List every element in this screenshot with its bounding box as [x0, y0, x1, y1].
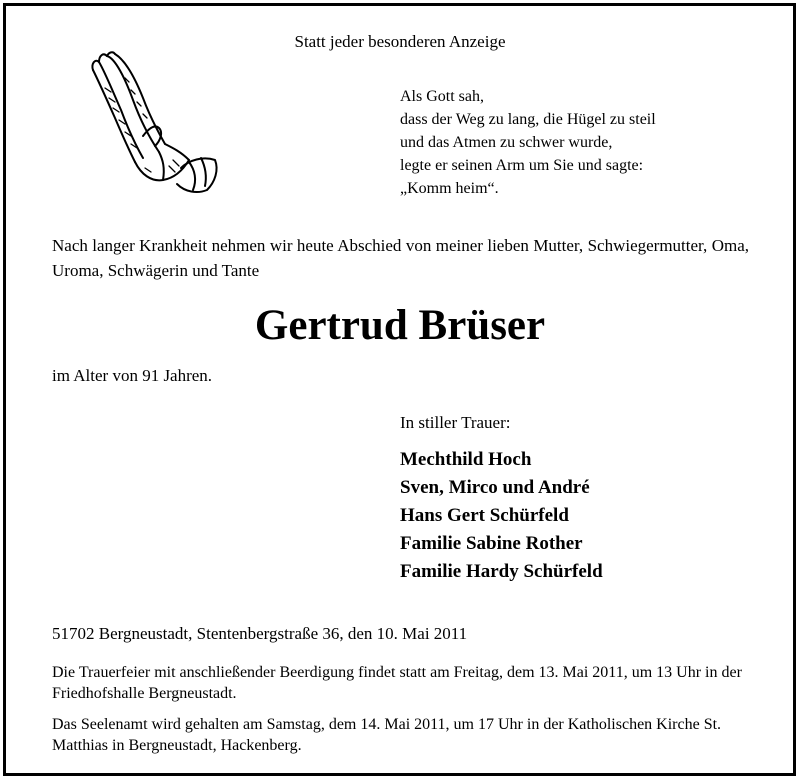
- mourner-name: Mechthild Hoch: [400, 449, 532, 470]
- age-line: im Alter von 91 Jahren.: [52, 366, 213, 385]
- poem-line: Als Gott sah,: [400, 88, 484, 105]
- header-text: Statt jeder besonderen Anzeige: [294, 32, 506, 51]
- poem-line: und das Atmen zu schwer wurde,: [400, 134, 613, 151]
- praying-hands-icon: [85, 48, 225, 198]
- place-date: 51702 Bergneustadt, Stentenbergstraße 36, den 10. Mai 2011: [52, 624, 468, 643]
- intro-text: Nach langer Krankheit nehmen wir heute Abschied von meiner lieben Mutter, Schwiegermutter, Oma, Uroma, Schwägerin und Tante: [52, 236, 749, 280]
- mourners-list: [400, 446, 603, 586]
- mourner-name: Hans Gert Schürfeld: [400, 505, 569, 526]
- funeral-info: Die Trauerfeier mit anschließender Beerdigung findet statt am Freitag, dem 13. Mai 2011, um 13 Uhr in der Friedhofshalle Bergneustadt.: [52, 664, 742, 702]
- mourning-label: In stiller Trauer:: [400, 413, 511, 432]
- mourner-name: Familie Sabine Rother: [400, 533, 583, 554]
- mass-info: Das Seelenamt wird gehalten am Samstag, dem 14. Mai 2011, um 17 Uhr in der Katholischen Kirche St. Matthias in Bergneustadt, Hackenberg.: [52, 716, 722, 754]
- poem: [400, 85, 656, 200]
- mourner-name: Familie Hardy Schürfeld: [400, 561, 603, 582]
- poem-line: „Komm heim“.: [400, 180, 499, 197]
- poem-line: legte er seinen Arm um Sie und sagte:: [400, 157, 644, 174]
- poem-line: dass der Weg zu lang, die Hügel zu steil: [400, 111, 656, 128]
- deceased-name: Gertrud Brüser: [254, 302, 546, 349]
- mourner-name: Sven, Mirco und André: [400, 477, 590, 498]
